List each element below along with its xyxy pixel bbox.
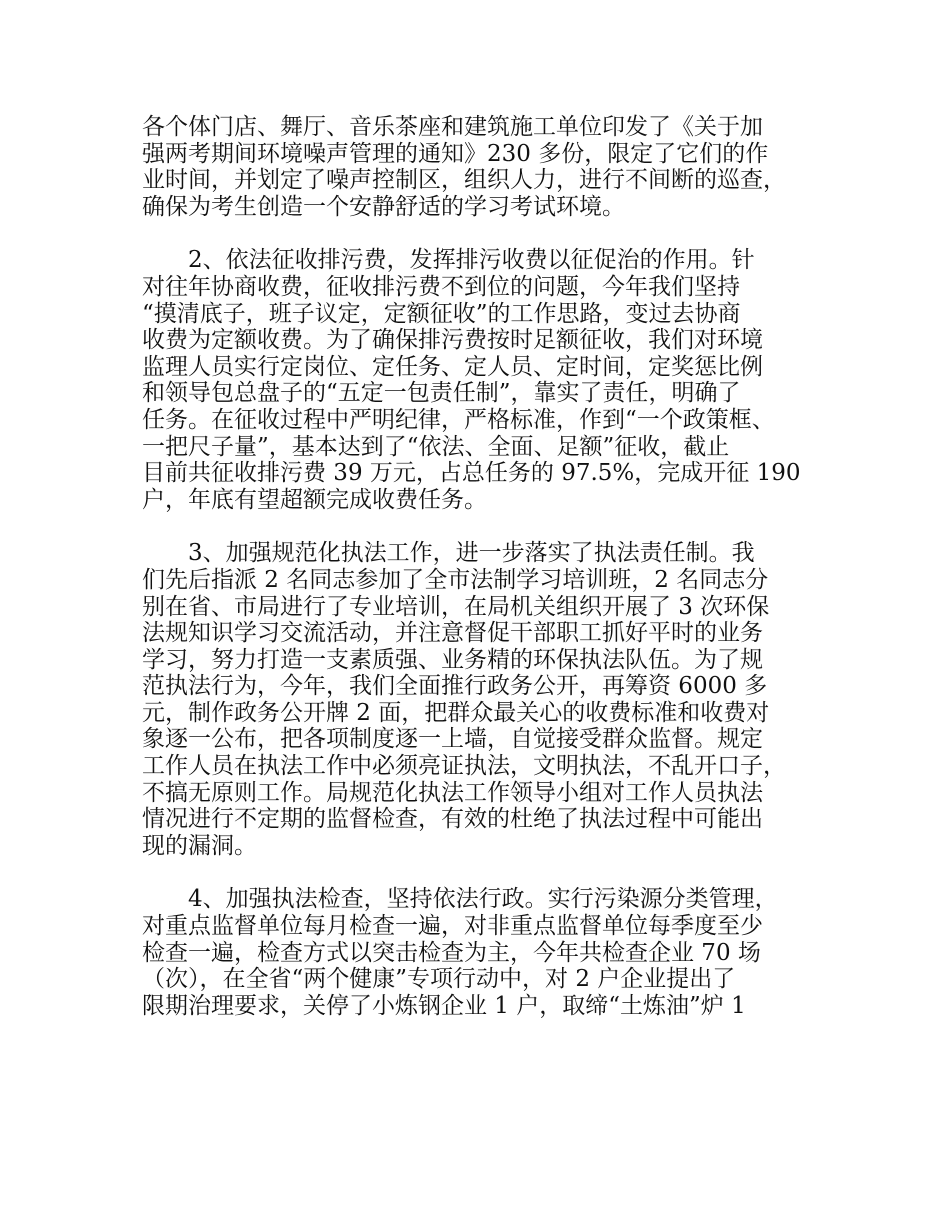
text-line: 检查一遍，检查方式以突击检查为主，今年共检查企业 70 场 [142,939,761,966]
paragraph [142,247,822,513]
text-line: 户，年底有望超额完成收费任务。 [142,486,487,513]
text-line: 限期治理要求，关停了小炼钢企业 1 户，取缔“土炼油”炉 1 [142,992,746,1019]
text-line: 强两考期间环境噪声管理的通知》230 多份，限定了它们的作 [142,140,769,167]
text-line: 目前共征收排污费 39 万元，占总任务的 97.5%，完成开征 190 [142,460,801,487]
text-line: 确保为考生创造一个安静舒适的学习考试环境。 [142,193,625,220]
text-line: 工作人员在执法工作中必须亮证执法，文明执法，不乱开口子， [142,753,786,780]
text-line: 元，制作政务公开牌 2 面，把群众最关心的收费标准和收费对 [142,699,770,726]
text-line: 别在省、市局进行了专业培训，在局机关组织开展了 3 次环保 [142,593,770,620]
text-line: 情况进行不定期的监督检查，有效的杜绝了执法过程中可能出 [142,806,763,833]
document-body [142,114,822,1046]
text-line: 4、加强执法检查，坚持依法行政。实行污染源分类管理， [188,886,778,913]
text-line: 法规知识学习交流活动，并注意督促干部职工抓好平时的业务 [142,620,763,647]
paragraph [142,886,822,1019]
text-line: 对重点监督单位每月检查一遍，对非重点监督单位每季度至少 [142,913,763,940]
text-line: 范执法行为，今年，我们全面推行政务公开，再筹资 6000 多 [142,673,768,700]
text-line: 各个体门店、舞厅、音乐茶座和建筑施工单位印发了《关于加 [142,114,763,140]
text-line: 们先后指派 2 名同志参加了全市法制学习培训班，2 名同志分 [142,566,769,593]
text-line: 3、加强规范化执法工作，进一步落实了执法责任制。我 [188,540,755,567]
paragraph [142,114,822,220]
text-line: 任务。在征收过程中严明纪律，严格标准，作到“一个政策框、 [142,406,775,433]
text-line: 现的漏洞。 [142,832,257,859]
text-line: 象逐一公布，把各项制度逐一上墙，自觉接受群众监督。规定 [142,726,763,753]
paragraph [142,540,822,859]
text-line: 不搞无原则工作。局规范化执法工作领导小组对工作人员执法 [142,779,763,806]
text-line: 监理人员实行定岗位、定任务、定人员、定时间，定奖惩比例 [142,353,763,380]
text-line: 收费为定额收费。为了确保排污费按时足额征收，我们对环境 [142,327,763,354]
text-line: 业时间，并划定了噪声控制区，组织人力，进行不间断的巡查， [142,167,786,194]
text-line: 和领导包总盘子的“五定一包责任制”，靠实了责任，明确了 [142,380,741,407]
text-line: 一把尺子量”，基本达到了“依法、全面、足额”征收，截止 [142,433,730,460]
text-line: 对往年协商收费，征收排污费不到位的问题，今年我们坚持 [142,273,740,300]
text-line: （次），在全省“两个健康”专项行动中，对 2 户企业提出了 [142,966,736,993]
text-line: 2、依法征收排污费，发挥排污收费以征促治的作用。针 [188,247,755,274]
text-line: “摸清底子，班子议定，定额征收”的工作思路，变过去协商 [142,300,741,327]
text-line: 学习，努力打造一支素质强、业务精的环保执法队伍。为了规 [142,646,763,673]
